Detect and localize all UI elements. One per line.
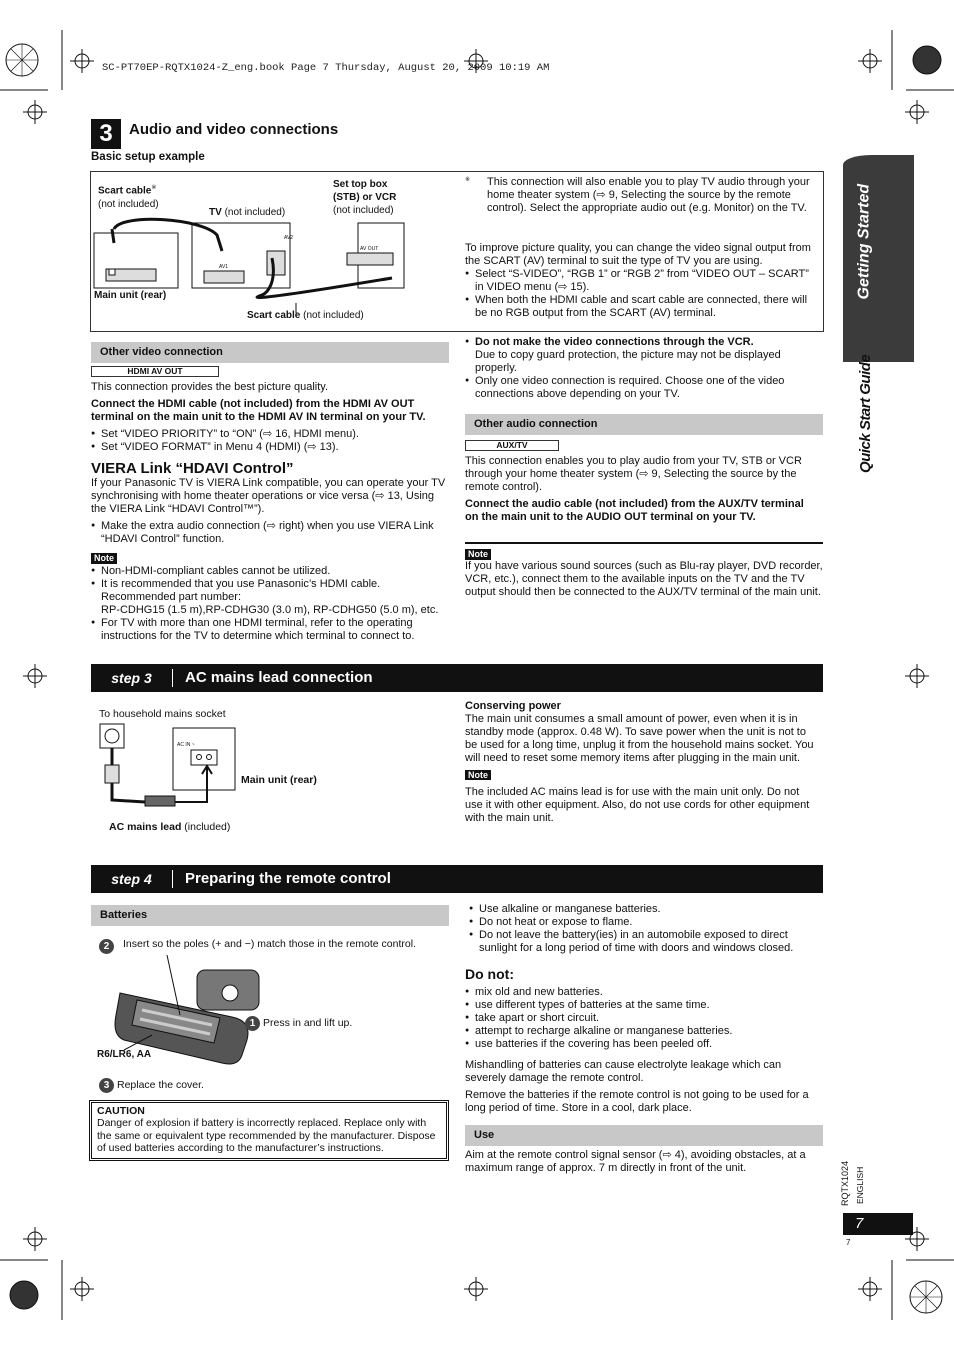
main-unit-rear-label: Main unit (rear): [94, 290, 167, 301]
scart-bottom-label: Scart cable (not included): [247, 310, 364, 321]
hdmi-instruction: Connect the HDMI cable (not included) from the HDMI AV OUT terminal on the main unit to the HDMI AV IN terminal on your TV.: [91, 397, 426, 423]
conserving-power: [465, 700, 820, 825]
battery-tips: [469, 903, 821, 955]
do-not-item: ● take apart or short circuit.: [465, 1012, 820, 1025]
section-number: 3: [91, 119, 121, 149]
hdmi-terminal-label: HDMI AV OUT: [91, 366, 219, 377]
aux-instruction: Connect the audio cable (not included) from the AUX/TV terminal on the main unit to the AUDIO OUT terminal on your TV.: [465, 497, 804, 523]
battery-tip: ● Use alkaline or manganese batteries.: [469, 903, 821, 916]
audio-divider: [465, 542, 823, 544]
audio-note-text: If you have various sound sources (such as Blu-ray player, DVD recorder, VCR, etc.), connect them to the available inputs on the TV and the TV output should then be connected to the AUX/TV terminal of the main unit.: [465, 560, 823, 598]
recommended-label: Recommended part number:: [101, 590, 242, 603]
step4-bar: [91, 865, 823, 893]
scart-cable-note: (not included): [98, 199, 159, 210]
use-bar: Use: [465, 1125, 823, 1146]
step3-bar: [91, 664, 823, 692]
other-audio-body: [465, 455, 820, 524]
footnote-text: This connection will also enable you to play TV audio through your home theater system (⇨ 9, Selecting the source by the remote control). Select the appropriate audio out (e.g. Monitor) on the TV.: [487, 176, 810, 214]
caution-title: CAUTION: [97, 1105, 145, 1117]
step4-number: step 4: [91, 870, 173, 888]
mishandling-text: Mishandling of batteries can cause electrolyte leakage which can severely damage the remote control.: [465, 1058, 782, 1084]
stb-note: (not included): [333, 205, 394, 216]
stb-label-1: Set top box: [333, 179, 388, 190]
english-label: ENGLISH: [855, 1166, 865, 1204]
rqtx-code: RQTX1024: [840, 1160, 850, 1206]
caution-box: [89, 1100, 449, 1161]
step-circle-1: 1: [245, 1016, 260, 1031]
step3-note-text: The included AC mains lead is for use with the main unit only. Do not use it with other equipment. Also, do not use cords for other equipment with the main unit.: [465, 785, 810, 824]
hdmi-note-bullet: ● Non-HDMI-compliant cables cannot be utilized.: [91, 565, 449, 578]
conserving-title: Conserving power: [465, 700, 561, 712]
do-not-item: ● use batteries if the covering has been peeled off.: [465, 1038, 820, 1051]
page-number: 7: [843, 1213, 913, 1235]
step3-title: AC mains lead connection: [185, 669, 373, 687]
best-quality-text: This connection provides the best picture quality.: [91, 381, 329, 393]
do-not-item: ● use different types of batteries at the same time.: [465, 999, 820, 1012]
picture-quality-bullet: ● Select “S-VIDEO”, “RGB 1” or “RGB 2” from “VIDEO OUT – SCART” in VIDEO menu (⇨ 15).: [465, 268, 820, 294]
step-circle-3: 3: [99, 1078, 114, 1093]
print-header: SC-PT70EP-RQTX1024-Z_eng.book Page 7 Thursday, August 20, 2009 10:19 AM: [102, 62, 550, 74]
battery-tip: ● Do not leave the battery(ies) in an automobile exposed to direct sunlight for a long period of time with doors and windows closed.: [469, 929, 821, 955]
av-out-label: AV OUT: [360, 246, 379, 252]
connection-diagram: [92, 173, 462, 329]
section-title: Audio and video connections: [129, 121, 339, 138]
aux-terminal-label: AUX/TV: [465, 440, 559, 451]
battery-type: R6/LR6, AA: [97, 1049, 152, 1060]
viera-body: [91, 477, 449, 546]
vcr-notes: [465, 336, 820, 401]
caution-text: Danger of explosion if battery is incorrectly replaced. Replace only with the same or equivalent type recommended by the manufacturer. Dispose of used batteries according to the manufacturer’s instructions.: [97, 1117, 436, 1155]
av1-label: AV1: [219, 264, 229, 270]
conserving-text: The main unit consumes a small amount of power, even when it is in standby mode (approx. 0.48 W). To save power when the unit is not to be used for a long time, unplug it from the household mains socket. You will need to reset some memory items after plugging in the main unit.: [465, 712, 814, 764]
step3-number: step 3: [91, 669, 173, 687]
do-not-list: [465, 986, 820, 1115]
step4-title: Preparing the remote control: [185, 870, 391, 888]
socket-label: To household mains socket: [99, 708, 226, 720]
footnote-mark: ※: [465, 177, 471, 183]
do-not-title: Do not:: [465, 966, 514, 982]
other-video-bar: Other video connection: [91, 342, 449, 363]
picture-quality-bullet: ● When both the HDMI cable and scart cable are connected, there will be no RGB output from the SCART (AV) terminal.: [465, 294, 820, 320]
hdmi-note-bullet: ● For TV with more than one HDMI terminal, refer to the operating instructions for the TV to determine which terminal to connect to.: [91, 617, 449, 643]
viera-text: If your Panasonic TV is VIERA Link compatible, you can operate your TV synchronising with home theater operations or vice versa (⇨ 13, Using the VIERA Link “HDAVI Control™”).: [91, 477, 446, 515]
side-tab-getting-started: Getting Started: [855, 183, 873, 300]
step3-main-unit-rear: Main unit (rear): [241, 774, 317, 786]
vcr-bullet-sub: Due to copy guard protection, the picture may not be displayed properly.: [475, 348, 781, 374]
insert-poles-text: Insert so the poles (+ and −) match those in the remote control.: [123, 938, 416, 950]
hdmi-note-list: [91, 565, 449, 643]
remove-text: Remove the batteries if the remote control is not going to be used for a long period of time. Store in a cool, dark place.: [465, 1088, 809, 1114]
side-tab: [843, 155, 914, 362]
do-not-item: ● attempt to recharge alkaline or manganese batteries.: [465, 1025, 820, 1038]
scart-cable-label: Scart cable※: [98, 185, 157, 197]
page-number-small: 7: [846, 1238, 851, 1247]
stb-label-2: (STB) or VCR: [333, 192, 397, 203]
ac-diagram-graphic: [95, 720, 245, 820]
viera-bullet: ● Make the extra audio connection (⇨ right) when you use VIERA Link “HDAVI Control” function.: [91, 520, 449, 546]
side-quick-start-guide: Quick Start Guide: [857, 354, 875, 473]
vcr-bold-bullet: ● Do not make the video connections through the VCR.: [465, 336, 820, 349]
picture-quality: [465, 242, 820, 320]
ac-in-label: AC IN ~: [177, 742, 195, 748]
viera-title: VIERA Link “HDAVI Control”: [91, 460, 294, 477]
ac-mains-label: AC mains lead (included): [109, 821, 231, 833]
use-text: Aim at the remote control signal sensor (⇨ 4), avoiding obstacles, at a maximum range of approx. 7 m directly in front of the unit.: [465, 1149, 806, 1174]
basic-setup-heading: Basic setup example: [91, 151, 205, 163]
batteries-bar: Batteries: [91, 905, 449, 926]
press-lift-text: Press in and lift up.: [263, 1017, 353, 1029]
hdmi-bullet: ● Set “VIDEO PRIORITY” to “ON” (⇨ 16, HDMI menu).: [91, 428, 449, 441]
side-rqtx: [838, 1160, 878, 1210]
recommended-parts: RP-CDHG15 (1.5 m),RP-CDHG30 (3.0 m), RP-CDHG50 (5.0 m), etc.: [101, 603, 439, 616]
step-circle-2: 2: [99, 939, 114, 954]
picture-quality-intro: To improve picture quality, you can change the video signal output from the SCART (AV) terminal to suit the type of TV you are using.: [465, 242, 811, 267]
step3-note-tag: Note: [465, 769, 820, 782]
tv-label: TV (not included): [209, 207, 286, 218]
hdmi-note-bullet: ● It is recommended that you use Panasonic’s HDMI cable.: [91, 578, 449, 591]
av2-label: AV2: [284, 235, 294, 241]
do-not-item: ● mix old and new batteries.: [465, 986, 820, 999]
other-audio-text: This connection enables you to play audio from your TV, STB or VCR through your home theater system (⇨ 9, Selecting the source by the remote control).: [465, 455, 802, 493]
other-audio-bar: Other audio connection: [465, 414, 823, 435]
replace-cover-text: Replace the cover.: [117, 1079, 204, 1091]
other-video-body: [91, 381, 449, 454]
vcr-bullet: ● Only one video connection is required. Choose one of the video connections above depending on your TV.: [465, 375, 820, 401]
hdmi-bullet: ● Set “VIDEO FORMAT” in Menu 4 (HDMI) (⇨ 13).: [91, 441, 449, 454]
hdmi-note-tag: Note: [91, 552, 117, 565]
audio-note-tag: Note: [465, 548, 491, 561]
battery-tip: ● Do not heat or expose to flame.: [469, 916, 821, 929]
